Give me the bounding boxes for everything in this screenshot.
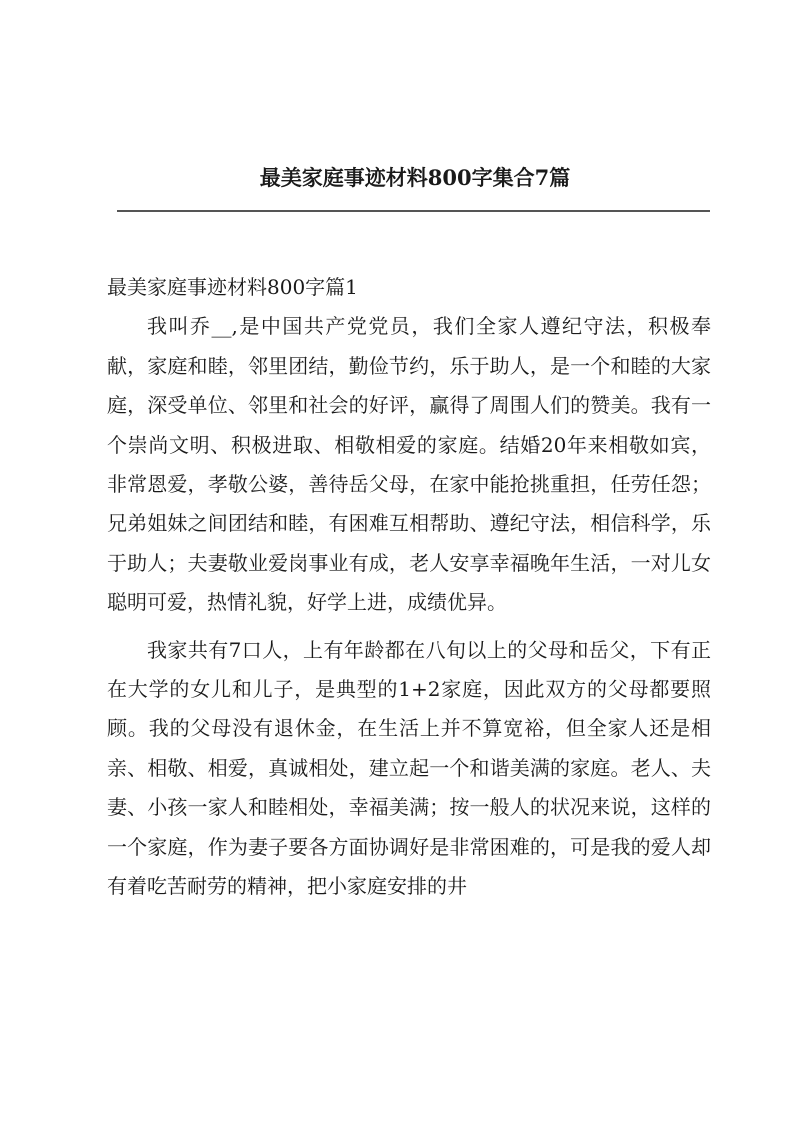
document-body	[107, 268, 711, 915]
title-divider	[117, 210, 710, 212]
document-title: 最美家庭事迹材料800字集合7篇	[259, 165, 571, 190]
section-heading: 最美家庭事迹材料800字篇1	[107, 275, 358, 299]
body-paragraph-1: 我叫乔__,是中国共产党党员，我们全家人遵纪守法，积极奉献，家庭和睦，邻里团结，勤俭节约，乐于助人，是一个和睦的大家庭，深受单位、邻里和社会的好评，赢得了周围人们的赞美。我有一个崇尚文明、积极进取、相敬相爱的家庭。结婚20年来相敬如宾，非常恩爱，孝敬公婆，善待岳父母，在家中能抢挑重担，任劳任怨；兄弟姐妹之间团结和睦，有困难互相帮助、遵纪守法，相信科学，乐于助人；夫妻敬业爱岗事业有成，老人安享幸福晚年生活，一对儿女聪明可爱，热情礼貌，好学上进，成绩优异。	[107, 314, 711, 615]
body-paragraph-2: 我家共有7口人，上有年龄都在八旬以上的父母和岳父，下有正在大学的女儿和儿子，是典型的1+2家庭，因此双方的父母都要照顾。我的父母没有退休金，在生活上并不算宽裕，但全家人还是相亲、相敬、相爱，真诚相处，建立起一个和谐美满的家庭。老人、夫妻、小孩一家人和睦相处，幸福美满；按一般人的状况来说，这样的一个家庭，作为妻子要各方面协调好是非常困难的，可是我的爱人却有着吃苦耐劳的精神，把小家庭安排的井	[107, 637, 711, 899]
